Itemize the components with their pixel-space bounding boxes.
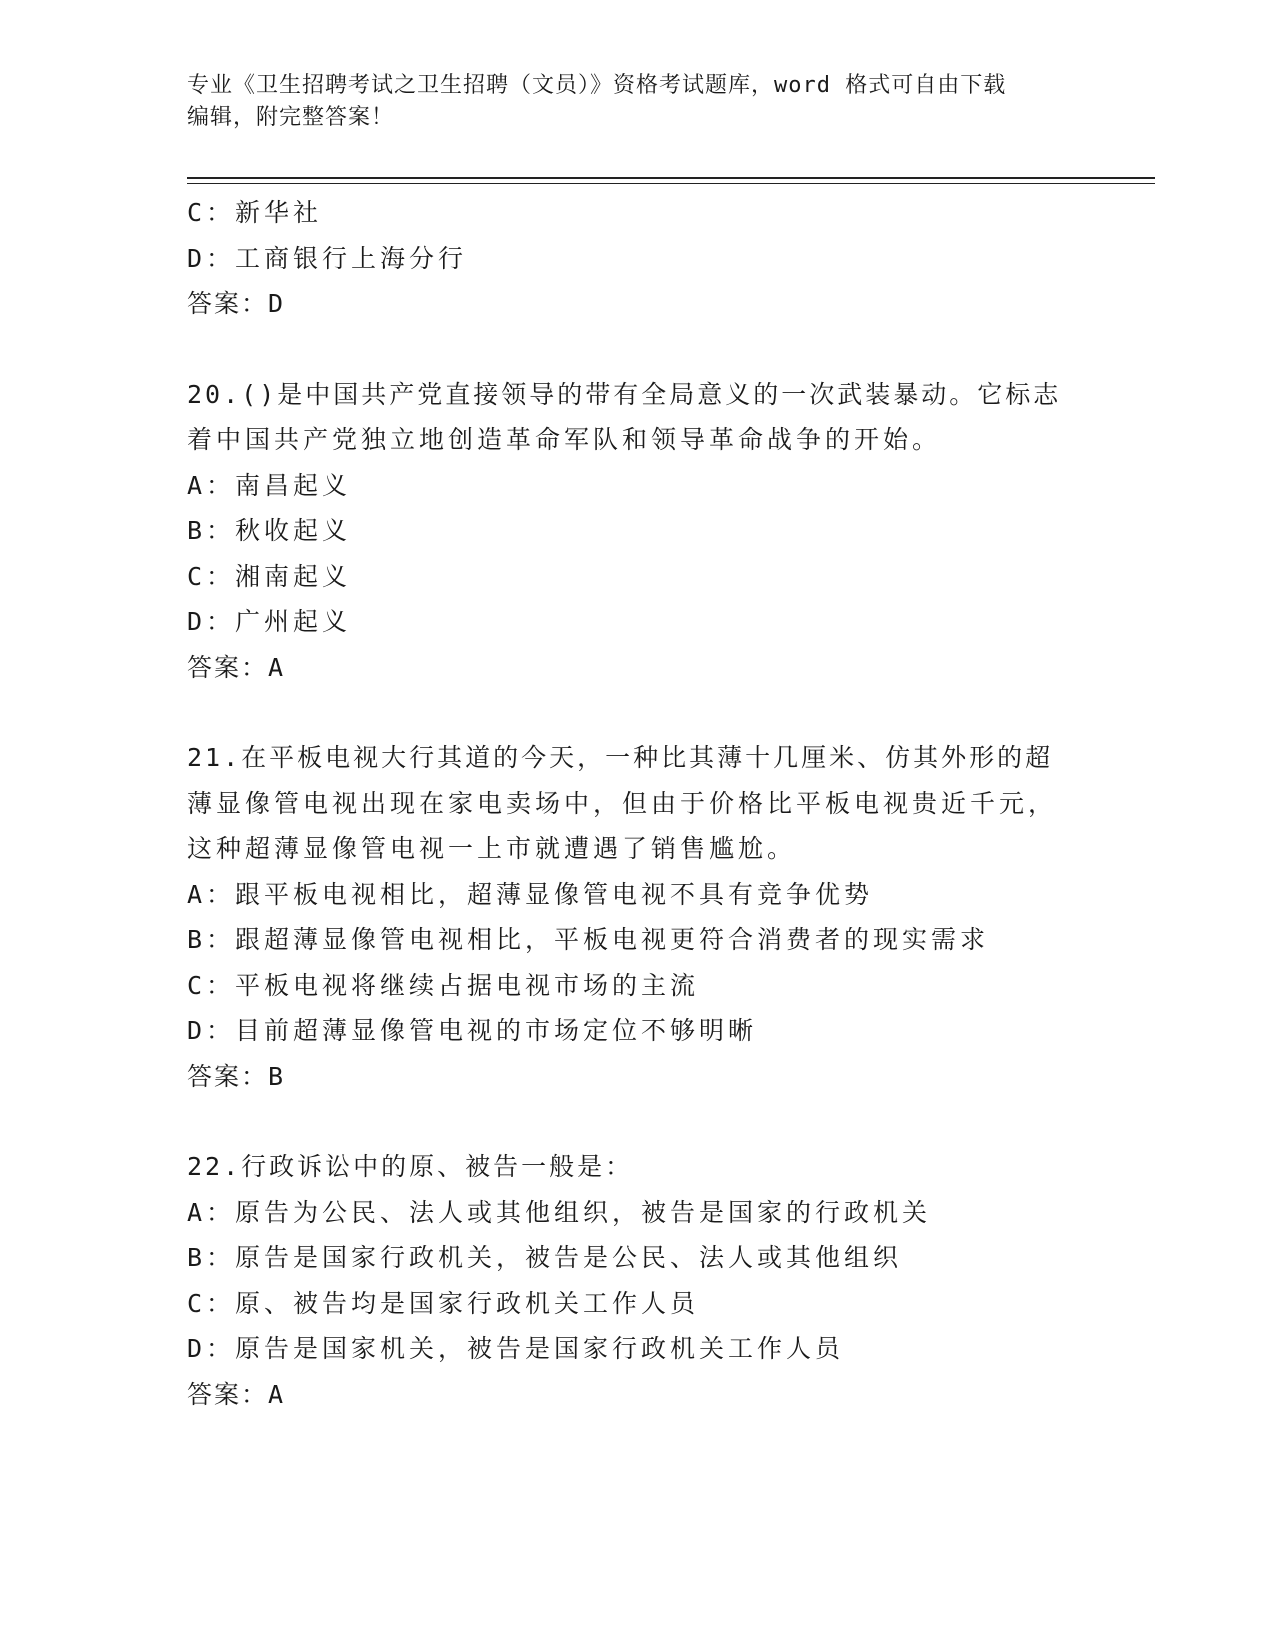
header-rule-thin bbox=[187, 183, 1155, 184]
question-stem: 薄显像管电视出现在家电卖场中，但由于价格比平板电视贵近千元， bbox=[187, 788, 1058, 818]
option-a: A：原告为公民、法人或其他组织，被告是国家的行政机关 bbox=[187, 1197, 932, 1227]
option-d: D：目前超薄显像管电视的市场定位不够明晰 bbox=[187, 1016, 758, 1045]
answer-line bbox=[187, 1054, 1087, 1100]
answer-label: 答案： bbox=[187, 289, 269, 318]
answer-label: 答案： bbox=[187, 1061, 269, 1091]
option-b: B：秋收起义 bbox=[187, 516, 352, 545]
option-c: C：平板电视将继续占据电视市场的主流 bbox=[187, 970, 700, 1000]
answer-label: 答案： bbox=[187, 652, 269, 682]
answer-value: B bbox=[268, 1061, 286, 1091]
answer-line bbox=[187, 645, 1087, 691]
header-rule-thick bbox=[187, 177, 1155, 179]
answer-label: 答案： bbox=[187, 1379, 269, 1409]
document-header bbox=[187, 70, 1067, 134]
prev-question bbox=[187, 190, 1087, 327]
option-c: C：湘南起义 bbox=[187, 561, 352, 591]
question-20 bbox=[187, 372, 1087, 691]
answer-line bbox=[187, 1372, 1087, 1418]
header-line-1: 专业《卫生招聘考试之卫生招聘（文员）》资格考试题库，word 格式可自由下载 bbox=[187, 73, 1007, 98]
option-d: D：广州起义 bbox=[187, 607, 352, 636]
answer-value: D bbox=[268, 289, 286, 318]
option-d: D：原告是国家机关，被告是国家行政机关工作人员 bbox=[187, 1334, 845, 1363]
header-line-2: 编辑，附完整答案！ bbox=[187, 105, 395, 130]
option-c: C：新华社 bbox=[187, 198, 323, 227]
option-a: A：跟平板电视相比，超薄显像管电视不具有竞争优势 bbox=[187, 879, 874, 909]
answer-line bbox=[187, 281, 1087, 327]
option-d: D：工商银行上海分行 bbox=[187, 243, 468, 273]
question-stem: 20.()是中国共产党直接领导的带有全局意义的一次武装暴动。它标志 bbox=[187, 379, 1062, 409]
option-b: B：跟超薄显像管电视相比，平板电视更符合消费者的现实需求 bbox=[187, 925, 990, 954]
question-21 bbox=[187, 735, 1087, 1099]
answer-value: A bbox=[268, 652, 286, 682]
question-content bbox=[187, 190, 1087, 1417]
question-22 bbox=[187, 1144, 1087, 1417]
question-stem: 这种超薄显像管电视一上市就遭遇了销售尴尬。 bbox=[187, 834, 797, 863]
question-stem: 22.行政诉讼中的原、被告一般是： bbox=[187, 1152, 634, 1181]
question-stem: 21.在平板电视大行其道的今天，一种比其薄十几厘米、仿其外形的超 bbox=[187, 743, 1054, 772]
option-b: B：原告是国家行政机关，被告是公民、法人或其他组织 bbox=[187, 1243, 903, 1272]
option-a: A：南昌起义 bbox=[187, 470, 352, 500]
question-stem: 着中国共产党独立地创造革命军队和领导革命战争的开始。 bbox=[187, 425, 942, 454]
option-c: C：原、被告均是国家行政机关工作人员 bbox=[187, 1288, 700, 1318]
answer-value: A bbox=[268, 1379, 286, 1409]
